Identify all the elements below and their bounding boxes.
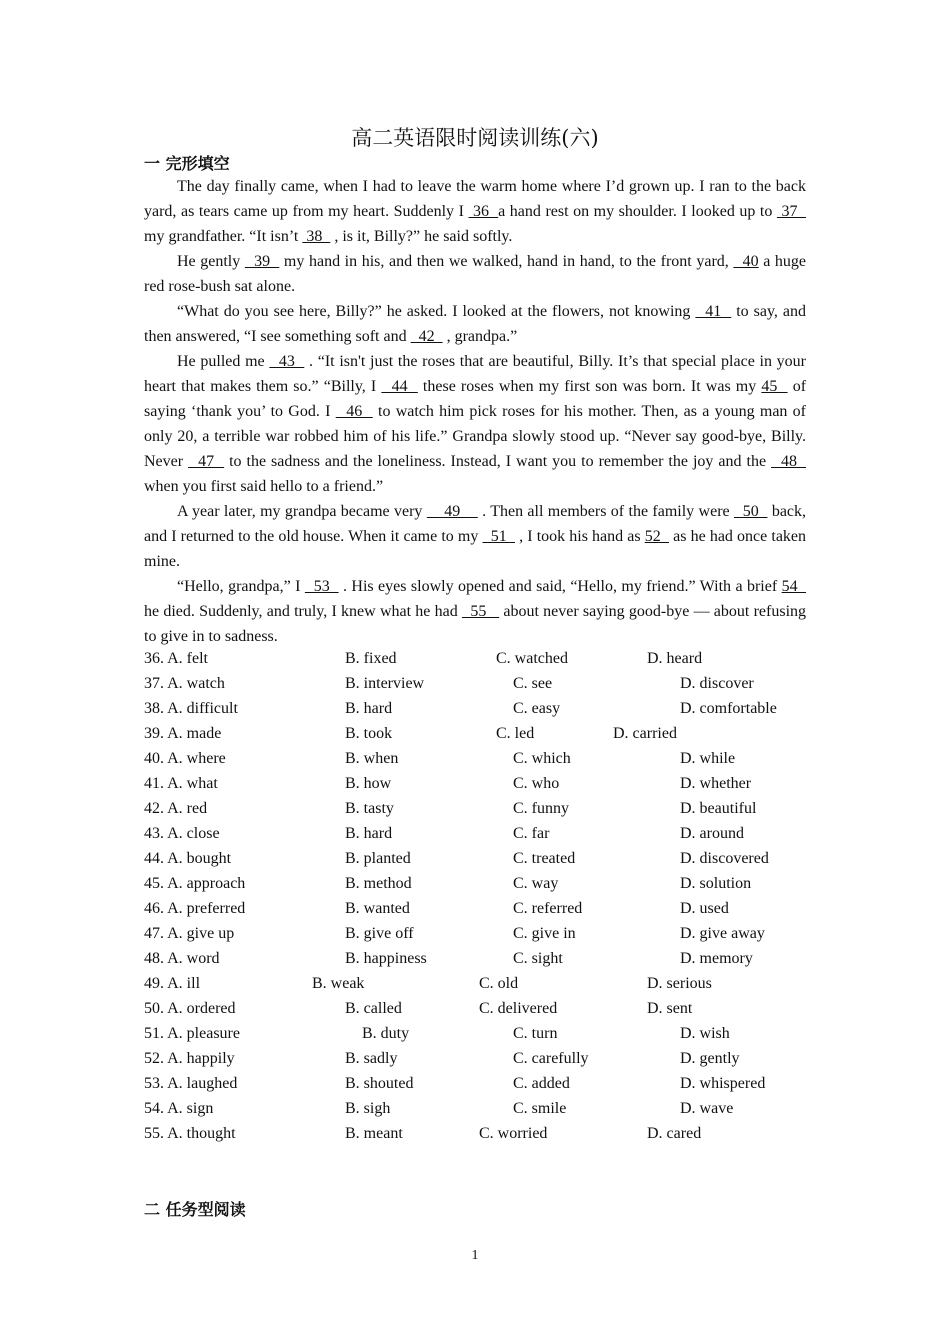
option-choice: D. give away	[680, 925, 765, 942]
option-choice: D. whispered	[680, 1075, 766, 1092]
option-choice: 36. A. felt	[144, 650, 208, 667]
option-choice: C. turn	[513, 1025, 558, 1042]
option-choice: D. while	[680, 750, 736, 767]
option-choice: C. far	[513, 825, 550, 842]
option-row	[144, 896, 844, 921]
option-choice: C. referred	[513, 900, 583, 917]
blank-50: 50	[734, 503, 768, 520]
option-choice: D. discover	[680, 675, 754, 692]
option-choice: C. old	[479, 975, 519, 992]
passage-paragraph: He gently 39 my hand in his, and then we walked, hand in hand, to the front yard, 40 a huge red rose-bush sat alone.	[144, 253, 807, 295]
option-choice: 38. A. difficult	[144, 700, 238, 717]
option-choice: C. added	[513, 1075, 570, 1092]
blank-48: 48	[771, 453, 807, 470]
option-choice: B. sadly	[345, 1050, 398, 1067]
option-choice: 54. A. sign	[144, 1100, 214, 1117]
option-row	[144, 1071, 844, 1096]
option-row	[144, 796, 844, 821]
blank-38: 38	[302, 228, 331, 245]
option-choice: 43. A. close	[144, 825, 220, 842]
option-choice: 50. A. ordered	[144, 1000, 236, 1017]
blank-51: 51	[482, 528, 515, 545]
passage-paragraph: He pulled me 43 . “It isn't just the roses that are beautiful, Billy. It’s that special place in your heart that makes them so.” “Billy, I 44 these roses when my first son was born. It was my 45 of saying ‘thank you’ to God. I 46 to watch him pick roses for his mother. Then, as a young man of only 20, a terrible war robbed him of his life.” Grandpa slowly stood up. “Never say good-bye, Billy. Never 47 to the sadness and the loneliness. Instead, I want you to remember the joy and the 48 when you first said hello to a friend.”	[144, 353, 807, 495]
option-choice: C. delivered	[479, 1000, 558, 1017]
option-choice: B. weak	[312, 975, 365, 992]
option-choice: B. planted	[345, 850, 411, 867]
option-row	[144, 821, 844, 846]
passage-paragraph: “What do you see here, Billy?” he asked. I looked at the flowers, not knowing 41 to say, and then answered, “I see something soft and 42 , grandpa.”	[144, 303, 806, 345]
option-choice: D. wish	[680, 1025, 730, 1042]
option-row	[144, 746, 844, 771]
option-choice: C. way	[513, 875, 559, 892]
option-row	[144, 1121, 844, 1146]
option-choice: 41. A. what	[144, 775, 218, 792]
blank-36: 36	[468, 203, 499, 220]
option-row	[144, 671, 844, 696]
option-row	[144, 996, 844, 1021]
option-row	[144, 721, 844, 746]
option-choice: D. gently	[680, 1050, 740, 1067]
option-choice: D. serious	[647, 975, 712, 992]
blank-39: 39	[244, 253, 280, 270]
option-choice: B. how	[345, 775, 392, 792]
option-choice: C. who	[513, 775, 560, 792]
option-row	[144, 846, 844, 871]
option-choice: D. cared	[647, 1125, 702, 1142]
option-choice: B. method	[345, 875, 412, 892]
option-choice: 45. A. approach	[144, 875, 246, 892]
option-choice: B. called	[345, 1000, 402, 1017]
option-row	[144, 696, 844, 721]
option-choice: D. carried	[613, 725, 677, 742]
blank-55: 55	[461, 603, 500, 620]
option-choice: B. fixed	[345, 650, 397, 667]
option-choice: 39. A. made	[144, 725, 222, 742]
option-row	[144, 771, 844, 796]
option-choice: 44. A. bought	[144, 850, 232, 867]
option-choice: D. used	[680, 900, 729, 917]
section-heading-task-reading: 二 任务型阅读	[144, 1200, 246, 1219]
option-choice: B. happiness	[345, 950, 427, 967]
option-row	[144, 921, 844, 946]
option-row	[144, 946, 844, 971]
option-choice: B. give off	[345, 925, 414, 942]
blank-45: 45	[761, 378, 788, 395]
option-choice: D. around	[680, 825, 744, 842]
option-row	[144, 971, 844, 996]
option-choice: C. smile	[513, 1100, 567, 1117]
blank-54: 54	[781, 578, 807, 595]
option-row	[144, 1046, 844, 1071]
blank-46: 46	[335, 403, 373, 420]
option-choice: 49. A. ill	[144, 975, 201, 992]
option-choice: C. carefully	[513, 1050, 589, 1067]
passage-paragraph: A year later, my grandpa became very 49 . Then all members of the family were 50 back, and I returned to the old house. When it came to my 51 , I took his hand as 52 as he had once taken mine.	[144, 503, 807, 570]
option-choice: 53. A. laughed	[144, 1075, 238, 1092]
option-choice: B. interview	[345, 675, 425, 692]
blank-41: 41	[695, 303, 732, 320]
option-choice: B. wanted	[345, 900, 410, 917]
option-choice: B. sigh	[345, 1100, 391, 1117]
blank-44: 44	[381, 378, 418, 395]
option-choice: C. worried	[479, 1125, 548, 1142]
option-choice: 42. A. red	[144, 800, 208, 817]
blank-37: 37	[776, 203, 807, 220]
option-choice: B. hard	[345, 825, 393, 842]
passage-paragraph: “Hello, grandpa,” I 53 . His eyes slowly opened and said, “Hello, my friend.” With a brief 54 he died. Suddenly, and truly, I knew what he had 55 about never saying good-bye — about refusing to give in to sadness.	[144, 578, 807, 645]
blank-53: 53	[304, 578, 339, 595]
option-choice: C. sight	[513, 950, 563, 967]
option-row	[144, 871, 844, 896]
section-heading-cloze: 一 完形填空	[144, 154, 230, 173]
option-choice: D. wave	[680, 1100, 734, 1117]
option-choice: B. when	[345, 750, 399, 767]
option-choice: B. tasty	[345, 800, 394, 817]
option-choice: C. funny	[513, 800, 569, 817]
blank-43: 43	[269, 353, 305, 370]
page-number: 1	[471, 1248, 479, 1263]
option-choice: C. treated	[513, 850, 576, 867]
answer-options	[144, 646, 844, 1146]
option-row	[144, 1096, 844, 1121]
option-choice: 40. A. where	[144, 750, 226, 767]
option-choice: C. give in	[513, 925, 576, 942]
option-row	[144, 1021, 844, 1046]
option-choice: D. sent	[647, 1000, 693, 1017]
option-choice: 46. A. preferred	[144, 900, 246, 917]
option-choice: D. comfortable	[680, 700, 777, 717]
option-choice: D. whether	[680, 775, 752, 792]
option-choice: B. duty	[362, 1025, 410, 1042]
option-choice: C. led	[496, 725, 535, 742]
option-choice: 37. A. watch	[144, 675, 225, 692]
option-choice: C. easy	[513, 700, 561, 717]
option-choice: 51. A. pleasure	[144, 1025, 240, 1042]
option-choice: C. which	[513, 750, 571, 767]
option-choice: 52. A. happily	[144, 1050, 235, 1067]
option-choice: D. discovered	[680, 850, 769, 867]
option-choice: B. meant	[345, 1125, 403, 1142]
option-choice: 47. A. give up	[144, 925, 235, 942]
option-choice: D. solution	[680, 875, 752, 892]
option-choice: B. hard	[345, 700, 393, 717]
cloze-passage	[144, 174, 806, 649]
option-choice: B. shouted	[345, 1075, 414, 1092]
blank-47: 47	[188, 453, 225, 470]
blank-42: 42	[410, 328, 443, 345]
option-choice: D. beautiful	[680, 800, 757, 817]
option-choice: D. memory	[680, 950, 753, 967]
blank-52: 52	[644, 528, 670, 545]
option-choice: C. watched	[496, 650, 568, 667]
option-choice: C. see	[513, 675, 553, 692]
option-choice: D. heard	[647, 650, 703, 667]
blank-40: 40	[733, 253, 759, 270]
option-choice: 48. A. word	[144, 950, 220, 967]
option-choice: 55. A. thought	[144, 1125, 236, 1142]
option-choice: B. took	[345, 725, 393, 742]
page-title: 高二英语限时阅读训练(六)	[351, 126, 599, 150]
passage-paragraph: The day finally came, when I had to leave the warm home where I’d grown up. I ran to the back yard, as tears came up from my heart. Suddenly I 36 a hand rest on my shoulder. I looked up to 37 my grandfather. “It isn’t 38 , is it, Billy?” he said softly.	[144, 178, 807, 245]
blank-49: 49	[426, 503, 478, 520]
option-row	[144, 646, 844, 671]
